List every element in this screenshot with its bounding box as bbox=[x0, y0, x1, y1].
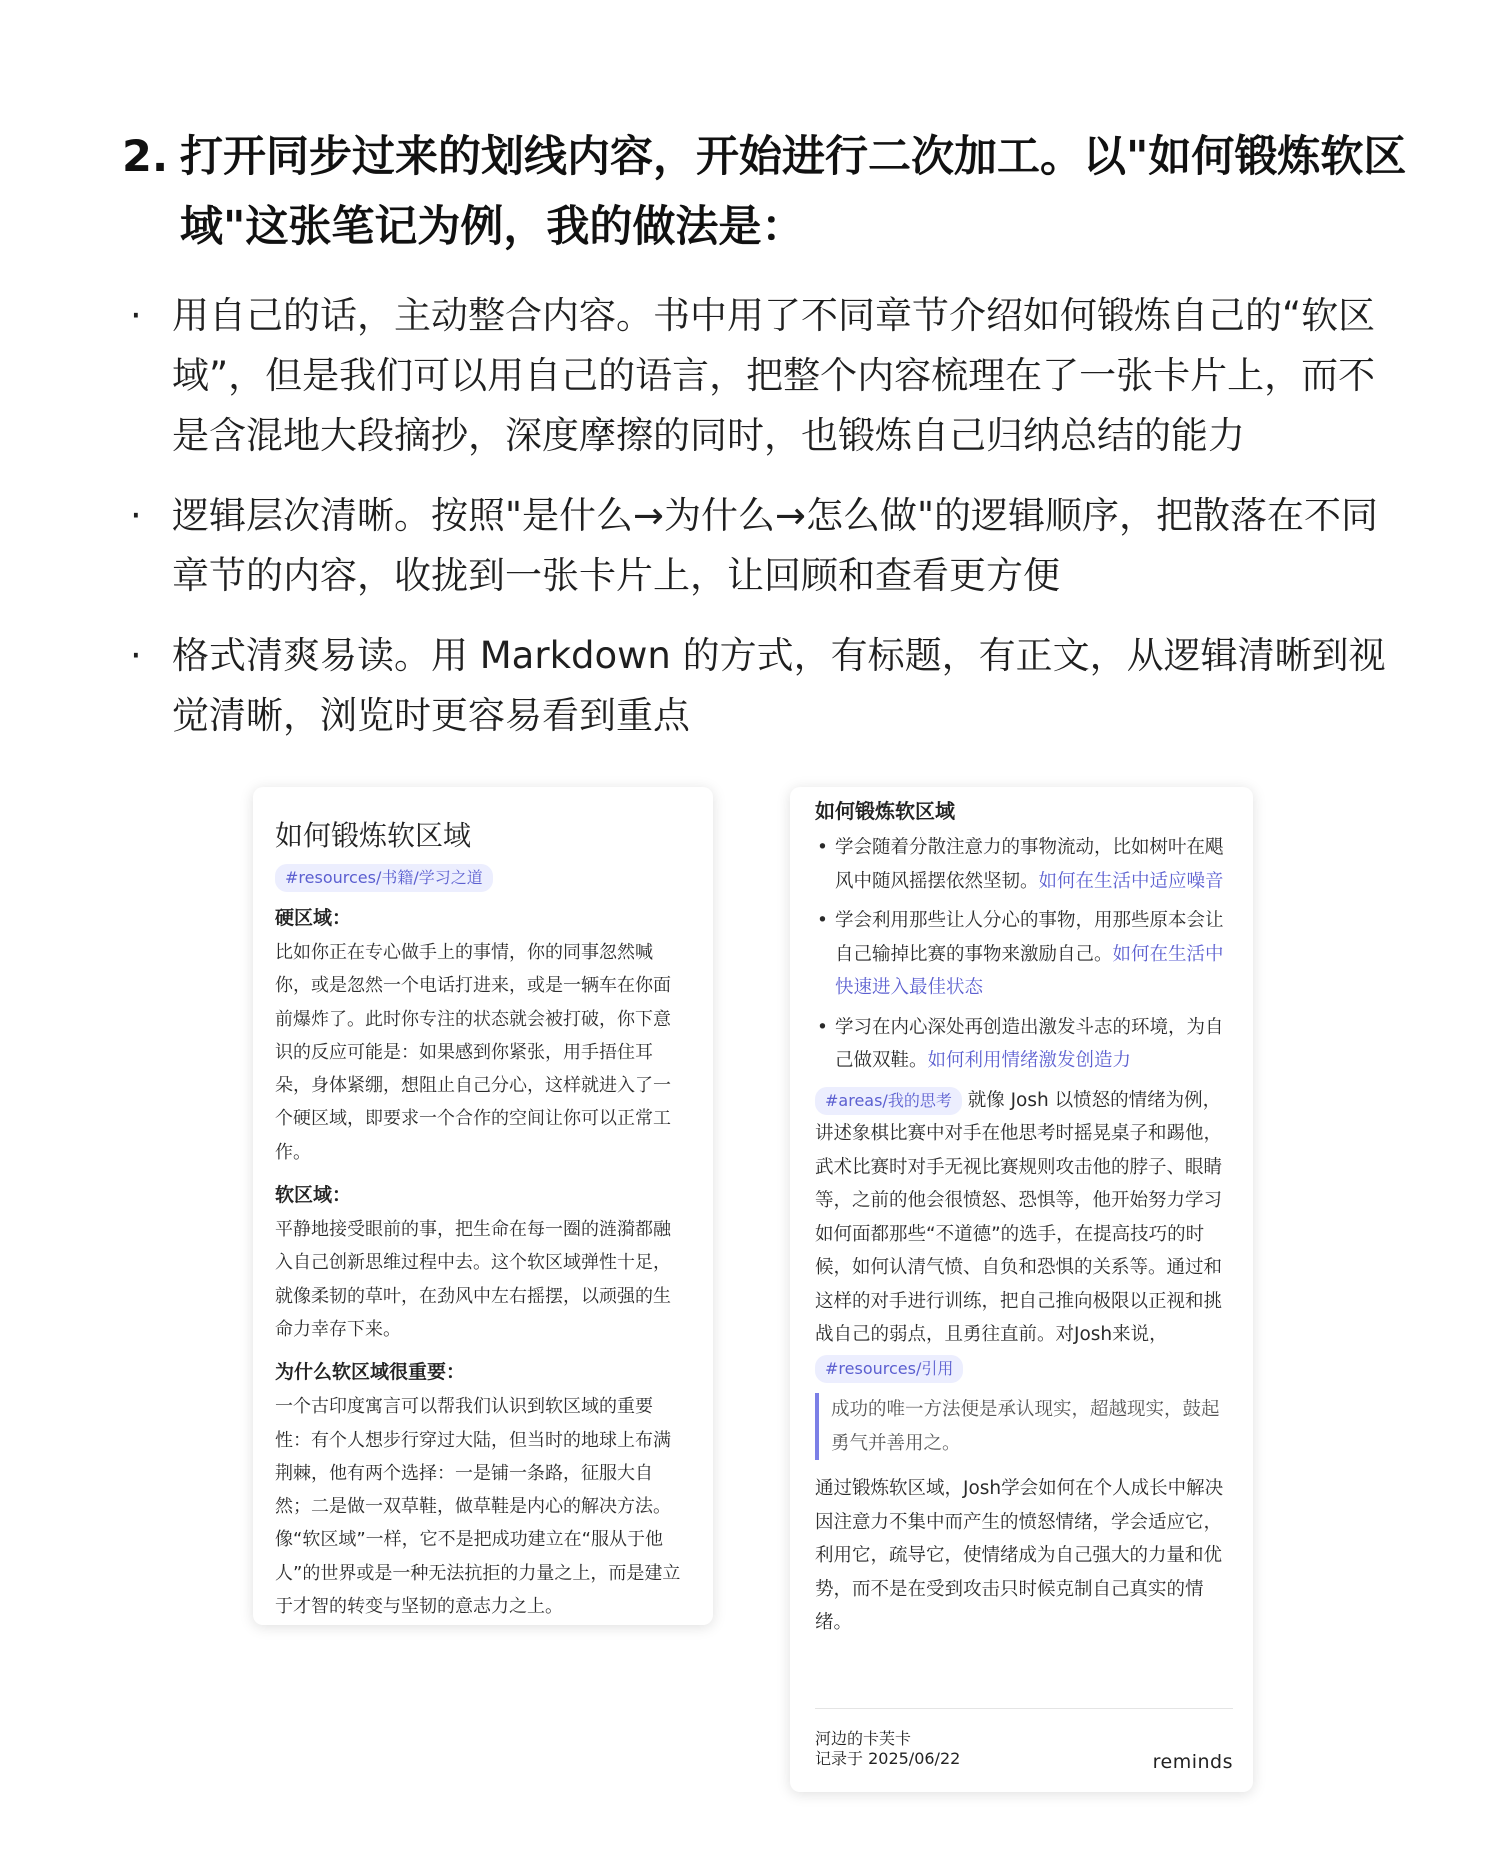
blockquote: 成功的唯一方法便是承认现实，超越现实，鼓起勇气并善用之。 bbox=[815, 1393, 1233, 1460]
bullet-dot-icon: · bbox=[130, 294, 142, 337]
card-title: 如何锻炼软区域 bbox=[815, 799, 955, 823]
bullet-dot-icon: · bbox=[130, 634, 142, 677]
bullet-text: 格式清爽易读。用 Markdown 的方式，有标题，有正文，从逻辑清晰到视觉清晰，浏览时更容易看到重点 bbox=[172, 634, 1386, 737]
brand-logo: reminds bbox=[1152, 1751, 1233, 1773]
record-date: 记录于 2025/06/22 bbox=[815, 1749, 961, 1768]
resource-tag[interactable]: #resources/书籍/学习之道 bbox=[275, 864, 493, 892]
bullet-dot-icon: • bbox=[817, 910, 828, 931]
section-heading bbox=[122, 122, 1412, 262]
bullet-text: 逻辑层次清晰。按照"是什么→为什么→怎么做"的逻辑顺序，把散落在不同章节的内容，收拢到一张卡片上，让回顾和查看更方便 bbox=[172, 494, 1379, 597]
bullet-dot-icon: • bbox=[817, 837, 828, 858]
note-link[interactable]: 如何在生活中适应噪音 bbox=[1038, 870, 1224, 892]
heading-text: 打开同步过来的划线内容，开始进行二次加工。以"如何锻炼软区域"这张笔记为例，我的做法是： bbox=[180, 132, 1407, 252]
list-item-text: 学会利用那些让人分心的事物，用那些原本会让自己输掉比赛的事物来激励自己。 bbox=[835, 910, 1224, 965]
section-heading-why: 为什么软区域很重要： bbox=[275, 1361, 466, 1384]
list-item bbox=[815, 904, 1233, 1005]
section-body-why: 一个古印度寓言可以帮我们认识到软区域的重要性：有个人想步行穿过大陆，但当时的地球上布满荆棘，他有两个选择：一是铺一条路，征服大自然；二是做一双草鞋，做草鞋是内心的解决方法。像“软区域”一样，它不是把成功建立在“服从于他人”的世界或是一种无法抗拒的力量之上，而是建立于才智的转变与坚韧的意志力之上。 bbox=[275, 1396, 681, 1618]
areas-tag[interactable]: #areas/我的思考 bbox=[815, 1087, 962, 1115]
bullet-item bbox=[122, 486, 1412, 606]
bullet-dot-icon: • bbox=[817, 1016, 828, 1038]
bullet-dot-icon: · bbox=[130, 494, 142, 537]
list-item-text: 学会随着分散注意力的事物流动，比如树叶在飓风中随风摇摆依然坚韧。 bbox=[835, 837, 1224, 892]
list-item bbox=[815, 1011, 1233, 1078]
bullet-item bbox=[122, 286, 1412, 466]
bullet-item bbox=[122, 626, 1412, 746]
card-title: 如何锻炼软区域 bbox=[275, 819, 472, 852]
bullet-list bbox=[122, 286, 1412, 766]
note-card-right bbox=[790, 787, 1253, 1792]
list-item bbox=[815, 831, 1233, 898]
card-footer bbox=[815, 1708, 1233, 1773]
note-link[interactable]: 如何利用情绪激发创造力 bbox=[927, 1050, 1132, 1071]
heading-number: 2. bbox=[122, 132, 169, 182]
note-link[interactable]: 如何在生活中快速进入最佳状态 bbox=[835, 943, 1224, 998]
josh-paragraph bbox=[815, 1084, 1233, 1386]
quote-tag[interactable]: #resources/引用 bbox=[815, 1355, 963, 1383]
note-card-left bbox=[253, 787, 713, 1625]
section-body-hard: 比如你正在专心做手上的事情，你的同事忽然喊你，或是忽然一个电话打进来，或是一辆车在你面前爆炸了。此时你专注的状态就会被打破，你下意识的反应可能是：如果感到你紧张，用手捂住耳朵，身体紧绷，想阻止自己分心，这样就进入了一个硬区域，即要求一个合作的空间让你可以正常工作。 bbox=[275, 942, 671, 1163]
section-heading-soft: 软区域： bbox=[275, 1184, 352, 1207]
paragraph-text: 就像 Josh 以愤怒的情绪为例，讲述象棋比赛中对手在他思考时摇晃桌子和踢他，武术比赛时对手无视比赛规则攻击他的脖子、眼睛等，之前的他会很愤怒、恐惧等，他开始努力学习如何面都那些“不道德”的选手，在提高技巧的时候，如何认清气愤、自负和恐惧的关系等。通过和这样的对手进行训练，把自己推向极限以正视和挑战自己的弱点，且勇往直前。对Josh来说， bbox=[815, 1089, 1223, 1345]
summary-paragraph: 通过锻炼软区域，Josh学会如何在个人成长中解决因注意力不集中而产生的愤怒情绪，学会适应它，利用它，疏导它，使情绪成为自己强大的力量和优势，而不是在受到攻击只时候克制自己真实的情绪。 bbox=[815, 1478, 1224, 1633]
author-name: 河边的卡芙卡 bbox=[815, 1729, 912, 1748]
bullet-text: 用自己的话，主动整合内容。书中用了不同章节介绍如何锻炼自己的“软区域”，但是我们可以用自己的语言，把整个内容梳理在了一张卡片上，而不是含混地大段摘抄，深度摩擦的同时，也锻炼自己归纳总结的能力 bbox=[172, 294, 1376, 457]
section-body-soft: 平静地接受眼前的事，把生命在每一圈的涟漪都融入自己创新思维过程中去。这个软区域弹性十足，就像柔韧的草叶，在劲风中左右摇摆，以顽强的生命力幸存下来。 bbox=[275, 1219, 671, 1340]
section-heading-hard: 硬区域： bbox=[275, 907, 352, 929]
list-item-text: 学习在内心深处再创造出激发斗志的环境，为自己做双鞋。 bbox=[835, 1016, 1224, 1071]
